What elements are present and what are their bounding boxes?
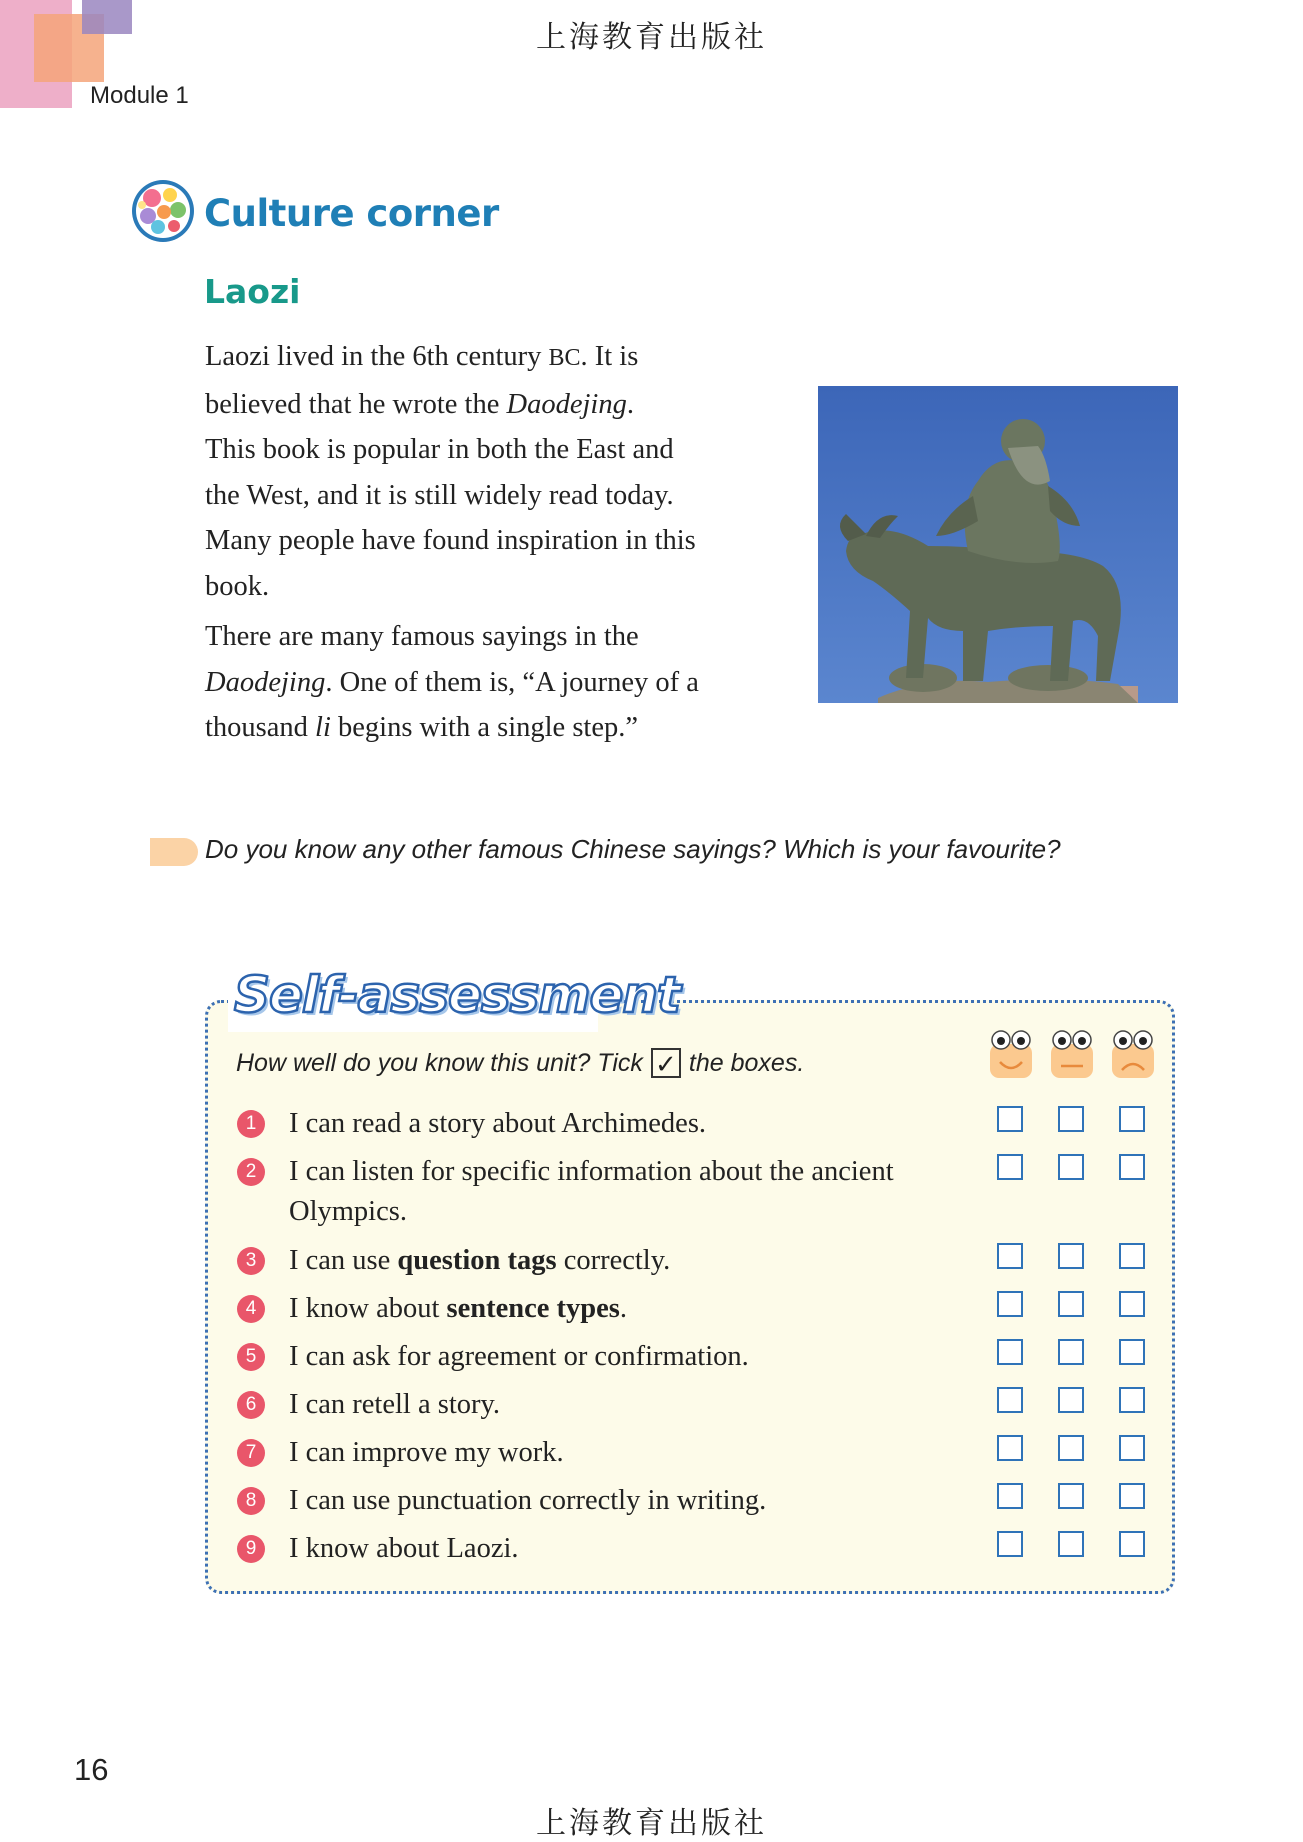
self-assessment-instruction: How well do you know this unit? Tick ✓ the boxes. [236, 1048, 805, 1079]
checkbox-item4-ok[interactable] [1058, 1291, 1084, 1317]
publisher-header: 上海教育出版社 [536, 21, 767, 54]
checkbox-item5-ok[interactable] [1058, 1339, 1084, 1365]
item-number: 9 [237, 1535, 265, 1563]
checkbox-item8-good[interactable] [997, 1483, 1023, 1509]
checkbox-item1-good[interactable] [997, 1106, 1023, 1132]
checkbox-item1-poor[interactable] [1119, 1106, 1145, 1132]
item-text: I can listen for specific information about the ancient Olympics. [289, 1156, 894, 1227]
section-title: Culture corner [204, 192, 499, 235]
checkbox-item8-ok[interactable] [1058, 1483, 1084, 1509]
question-marker [150, 838, 198, 866]
article-title: Laozi [204, 272, 301, 311]
item-text: I can use punctuation correctly in writing. [289, 1485, 767, 1516]
checkbox-item4-poor[interactable] [1119, 1291, 1145, 1317]
corner-decoration-purple [82, 0, 132, 34]
item-number: 2 [237, 1158, 265, 1186]
item-number: 5 [237, 1343, 265, 1371]
discussion-question: Do you know any other famous Chinese sayings? Which is your favourite? [205, 834, 1061, 864]
item-number: 1 [237, 1110, 265, 1138]
checkbox-item4-good[interactable] [997, 1291, 1023, 1317]
item-number: 7 [237, 1439, 265, 1467]
item-number: 4 [237, 1295, 265, 1323]
checkbox-item3-poor[interactable] [1119, 1243, 1145, 1269]
item-number: 6 [237, 1391, 265, 1419]
item-text: I know about Laozi. [289, 1533, 519, 1564]
checkbox-item5-poor[interactable] [1119, 1339, 1145, 1365]
module-label: Module 1 [90, 82, 189, 109]
checkbox-item3-good[interactable] [997, 1243, 1023, 1269]
item-number: 3 [237, 1247, 265, 1275]
checkbox-item1-ok[interactable] [1058, 1106, 1084, 1132]
page-number: 16 [74, 1752, 109, 1787]
neutral-face-icon [1048, 1028, 1096, 1080]
checkbox-item6-ok[interactable] [1058, 1387, 1084, 1413]
checkbox-item7-poor[interactable] [1119, 1435, 1145, 1461]
checkbox-item8-poor[interactable] [1119, 1483, 1145, 1509]
self-assessment-title: Self-assessment [234, 966, 680, 1024]
item-text: I know about sentence types. [289, 1293, 627, 1324]
item-text: I can read a story about Archimedes. [289, 1108, 707, 1139]
item-text: I can ask for agreement or confirmation. [289, 1341, 749, 1372]
checkbox-item6-poor[interactable] [1119, 1387, 1145, 1413]
checkbox-item9-poor[interactable] [1119, 1531, 1145, 1557]
happy-face-icon [987, 1028, 1035, 1080]
item-number: 8 [237, 1487, 265, 1515]
checkbox-item6-good[interactable] [997, 1387, 1023, 1413]
checkbox-item2-poor[interactable] [1119, 1154, 1145, 1180]
culture-globe-icon [130, 178, 196, 244]
checkbox-item9-ok[interactable] [1058, 1531, 1084, 1557]
checkbox-item2-good[interactable] [997, 1154, 1023, 1180]
checkbox-item9-good[interactable] [997, 1531, 1023, 1557]
checkbox-item5-good[interactable] [997, 1339, 1023, 1365]
checkbox-item2-ok[interactable] [1058, 1154, 1084, 1180]
tick-example-icon: ✓ [651, 1048, 681, 1078]
item-text: I can use question tags correctly. [289, 1245, 671, 1276]
paragraph-2: There are many famous sayings in the Daodejing. One of them is, “A journey of a thousand li begins with a single step.” [205, 621, 699, 743]
sad-face-icon [1109, 1028, 1157, 1080]
checkbox-item3-ok[interactable] [1058, 1243, 1084, 1269]
paragraph-1: Laozi lived in the 6th century BC. It is believed that he wrote the Daodejing. This book is popular in both the East and the West, and it is still widely read today. Many people have found inspiration in this book. [205, 341, 696, 602]
item-text: I can improve my work. [289, 1437, 564, 1468]
publisher-footer: 上海教育出版社 [536, 1807, 767, 1840]
checkbox-item7-ok[interactable] [1058, 1435, 1084, 1461]
item-text: I can retell a story. [289, 1389, 501, 1420]
checkbox-item7-good[interactable] [997, 1435, 1023, 1461]
laozi-statue-image [818, 386, 1178, 703]
